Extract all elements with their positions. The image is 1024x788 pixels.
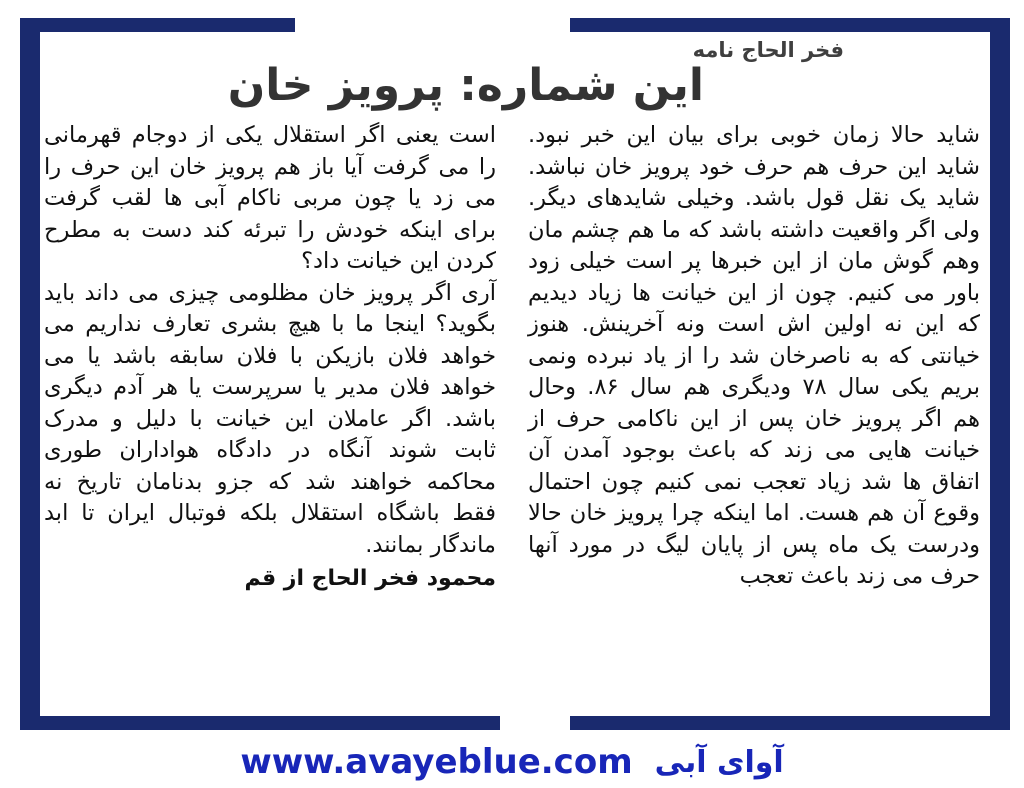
paragraph: آری اگر پرویز خان مظلومی چیزی می داند باید بگوید؟ اینجا ما با هیچ بشری تعارف نداریم می خواهد فلان بازیکن با فلان سابقه باشد یا می خواهد فلان مدیر یا سرپرست یا هر آدم دیگری باشد. اگر عاملان این خیانت با دلیل و مدرک ثابت شوند آنگاه در دادگاه هواداران طوری محاکمه خواهند شد که جزو بدنامان تاریخ نه فقط باشگاه استقلال بلکه فوتبال ایران تا ابد ماندگار بمانند. xyxy=(44,279,496,558)
frame-left xyxy=(20,18,40,730)
footer xyxy=(0,738,1024,786)
frame-bottom-right xyxy=(570,716,1010,730)
website-url-link[interactable]: www.avayeblue.com xyxy=(240,742,633,782)
column-kicker: فخر الحاج نامه xyxy=(692,38,844,62)
paragraph: شاید حالا زمان خوبی برای بیان این خبر نبود. شاید این حرف هم حرف خود پرویز خان نباشد. شاید یک نقل قول باشد. وخیلی شایدهای دیگر. ولی اگر واقعیت داشته باشد که ما هم چشم مان وهم گوش مان از این خبرها پر است خیلی زود باور می کنیم. چون از این خیانت ها زیاد دیدیم که این نه اولین اش است ونه آخرینش. هنوز خیانتی که به ناصرخان شد را از یاد نبرده ونمی بریم یکی سال ۷۸ ودیگری هم سال ۸۶. وحال هم اگر پرویز خان پس از این ناکامی حرف از خیانت هایی می زند که باعث بوجود آمدن آن اتفاق ها شد زیاد تعجب نمی کنیم چون احتمال وقوع آن هم هست. اما اینکه چرا پرویز خان حالا ودرست یک ماه پس از پایان لیگ در مورد آنها حرف می زند باعث تعجب xyxy=(528,122,980,589)
article-headline: این شماره: پرویز خان xyxy=(227,60,704,111)
paragraph: است یعنی اگر استقلال یکی از دوجام قهرمانی را می گرفت آیا باز هم پرویز خان این حرف را می زد یا چون مربی ناکام آبی ها لقب گرفت برای اینکه خودش را تبرئه کند دست به مطرح کردن این خیانت داد؟ xyxy=(44,122,496,274)
frame-bottom-left xyxy=(20,716,500,730)
frame-top-right xyxy=(570,18,1010,32)
frame-right xyxy=(990,18,1010,730)
site-name: آوای آبی xyxy=(654,744,784,780)
article-column-right xyxy=(528,120,980,593)
author-signature: محمود فخر الحاج از قم xyxy=(244,566,496,591)
article-column-left xyxy=(44,120,496,595)
frame-top-left xyxy=(20,18,295,32)
